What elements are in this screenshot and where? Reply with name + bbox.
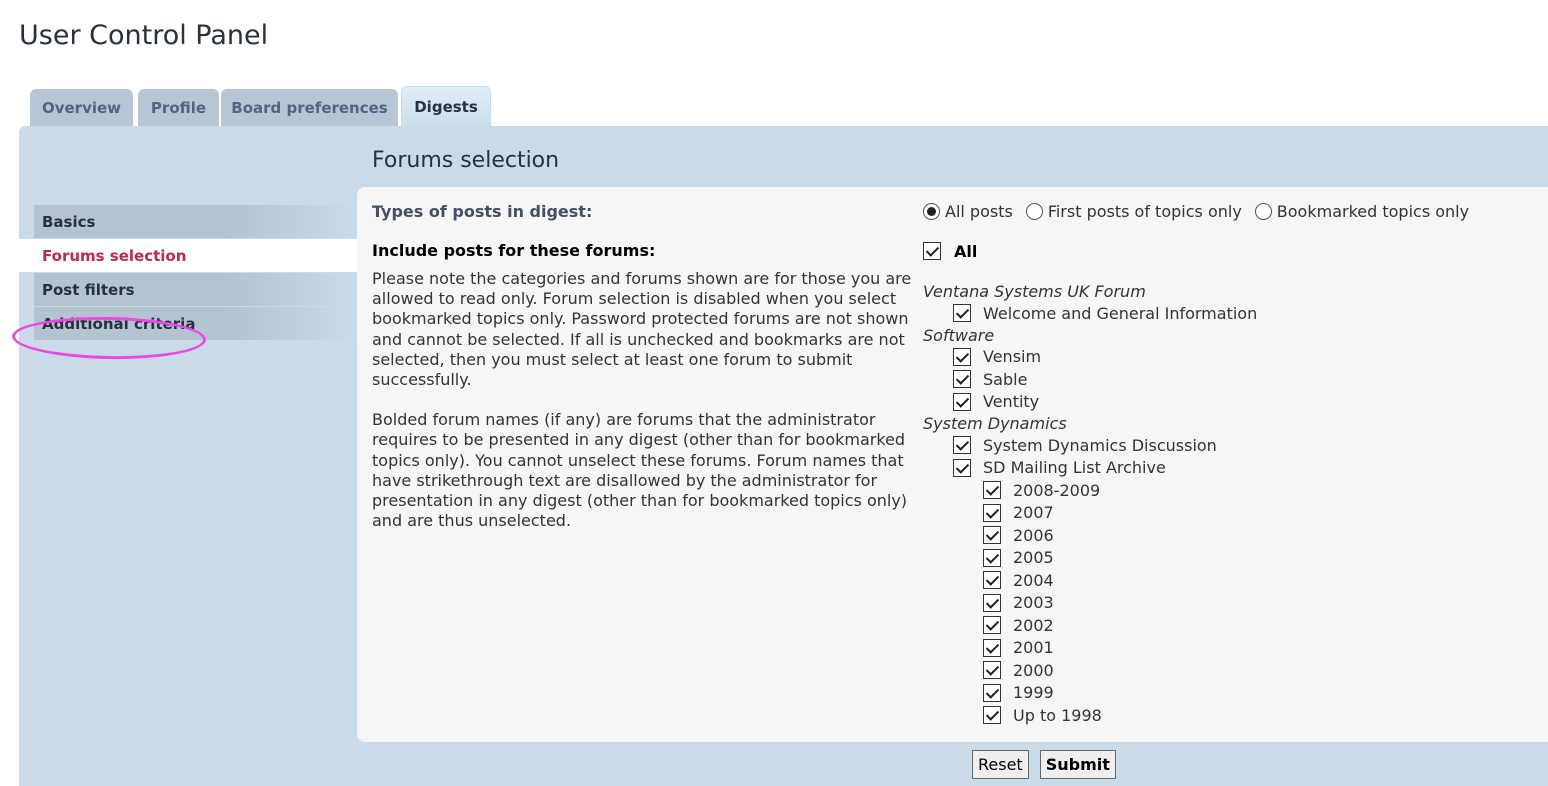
forum-row[interactable] <box>923 592 1257 615</box>
tab-board-preferences[interactable]: Board preferences <box>221 89 398 127</box>
forum-label: Ventity <box>983 392 1040 412</box>
forum-checkbox[interactable] <box>983 594 1001 612</box>
help-paragraph-1: Please note the categories and forums shown are for those you are allowed to read only. Forum selection is disabled when you select bookmarked topics only. Password protected forums are not shown and cannot be selected. If all is unchecked and bookmarks are not selected, then you must select at least one forum to submit successfully. <box>372 269 912 390</box>
forum-label: 2005 <box>1013 548 1054 568</box>
form-buttons <box>972 750 1127 779</box>
forum-checkbox[interactable] <box>983 571 1001 589</box>
forum-checkbox[interactable] <box>983 706 1001 724</box>
help-paragraph-2: Bolded forum names (if any) are forums that the administrator requires to be presented in any digest (other than for bookmarked topics only). You cannot unselect these forums. Forum names that have strikethrough text are disallowed by the administrator for presentation in any digest (other than for bookmarked topics only) and are thus unselected. <box>372 410 908 531</box>
content-area <box>357 187 1548 742</box>
tab-profile[interactable]: Profile <box>138 89 219 127</box>
radio-first-posts-option[interactable] <box>1026 202 1242 221</box>
forum-label: 2008-2009 <box>1013 480 1101 500</box>
forum-label: 2000 <box>1013 660 1054 680</box>
forum-row[interactable] <box>923 569 1257 592</box>
forum-label: Sable <box>983 369 1028 389</box>
reset-button[interactable]: Reset <box>972 750 1029 779</box>
control-panel <box>19 126 1548 786</box>
all-forums-checkbox[interactable] <box>923 242 941 260</box>
submit-button[interactable]: Submit <box>1040 750 1116 779</box>
radio-bookmarked[interactable] <box>1255 203 1272 220</box>
forum-label: Up to 1998 <box>1013 705 1102 725</box>
forum-row[interactable] <box>923 457 1257 480</box>
forum-checkbox[interactable] <box>983 661 1001 679</box>
forum-checkbox[interactable] <box>983 616 1001 634</box>
forum-tree <box>923 240 1257 727</box>
forum-checkbox[interactable] <box>953 459 971 477</box>
forum-checkbox[interactable] <box>953 304 971 322</box>
tab-digests[interactable]: Digests <box>401 86 491 127</box>
category-label: System Dynamics <box>923 414 1067 433</box>
sidebar-item-post-filters[interactable]: Post filters <box>34 273 357 306</box>
forum-row[interactable] <box>923 547 1257 570</box>
forum-row[interactable] <box>923 368 1257 391</box>
forum-row[interactable] <box>923 659 1257 682</box>
forum-label: 2002 <box>1013 615 1054 635</box>
forum-label: 2007 <box>1013 503 1054 523</box>
sidebar-nav <box>34 205 357 341</box>
sidebar-item-additional-criteria[interactable]: Additional criteria <box>34 307 357 340</box>
forum-row[interactable] <box>923 479 1257 502</box>
forum-row[interactable] <box>923 391 1257 414</box>
forum-row[interactable] <box>923 346 1257 369</box>
forum-checkbox[interactable] <box>983 684 1001 702</box>
forum-label: SD Mailing List Archive <box>983 458 1166 478</box>
forum-row[interactable] <box>923 524 1257 547</box>
radio-bookmarked-label: Bookmarked topics only <box>1276 202 1470 221</box>
forum-row[interactable] <box>923 434 1257 457</box>
include-forums-label: Include posts for these forums: <box>372 241 656 260</box>
forum-checkbox[interactable] <box>953 436 971 454</box>
forum-row[interactable] <box>923 704 1257 727</box>
section-heading: Forums selection <box>372 148 560 173</box>
forum-list <box>923 281 1257 727</box>
forum-row[interactable] <box>923 637 1257 660</box>
tab-overview[interactable]: Overview <box>30 89 133 127</box>
forum-row[interactable] <box>923 682 1257 705</box>
forum-checkbox[interactable] <box>983 526 1001 544</box>
forum-label: Vensim <box>983 347 1042 367</box>
radio-all-posts[interactable] <box>923 203 940 220</box>
radio-all-posts-label: All posts <box>945 202 1013 221</box>
sidebar-item-forums-selection[interactable]: Forums selection <box>0 239 357 272</box>
forum-label: System Dynamics Discussion <box>983 435 1217 455</box>
forum-label: 2001 <box>1013 638 1054 658</box>
category-label: Ventana Systems UK Forum <box>923 282 1146 301</box>
forum-label: 1999 <box>1013 683 1054 703</box>
forum-selection-help <box>372 269 917 551</box>
all-forums-label: All <box>954 241 978 261</box>
category-label: Software <box>923 325 995 345</box>
forum-checkbox[interactable] <box>983 504 1001 522</box>
forum-label: 2004 <box>1013 570 1054 590</box>
radio-first-posts[interactable] <box>1026 203 1043 220</box>
post-types-label: Types of posts in digest: <box>372 202 593 221</box>
forum-label: 2006 <box>1013 525 1054 545</box>
radio-bookmarked-option[interactable] <box>1255 202 1469 221</box>
forum-checkbox[interactable] <box>953 393 971 411</box>
radio-first-posts-label: First posts of topics only <box>1047 202 1242 221</box>
radio-all-posts-option[interactable] <box>923 202 1013 221</box>
forum-label: Welcome and General Information <box>983 303 1258 323</box>
all-forums-row[interactable] <box>923 240 1257 262</box>
forum-label: 2003 <box>1013 593 1054 613</box>
forum-checkbox[interactable] <box>953 370 971 388</box>
forum-checkbox[interactable] <box>983 549 1001 567</box>
forum-checkbox[interactable] <box>983 481 1001 499</box>
forum-row[interactable] <box>923 502 1257 525</box>
forum-checkbox[interactable] <box>953 348 971 366</box>
forum-checkbox[interactable] <box>983 639 1001 657</box>
post-types-radio-group <box>923 202 1482 221</box>
page-title: User Control Panel <box>19 20 269 51</box>
sidebar-item-basics[interactable]: Basics <box>34 205 357 238</box>
forum-row[interactable] <box>923 302 1257 325</box>
forum-row[interactable] <box>923 614 1257 637</box>
